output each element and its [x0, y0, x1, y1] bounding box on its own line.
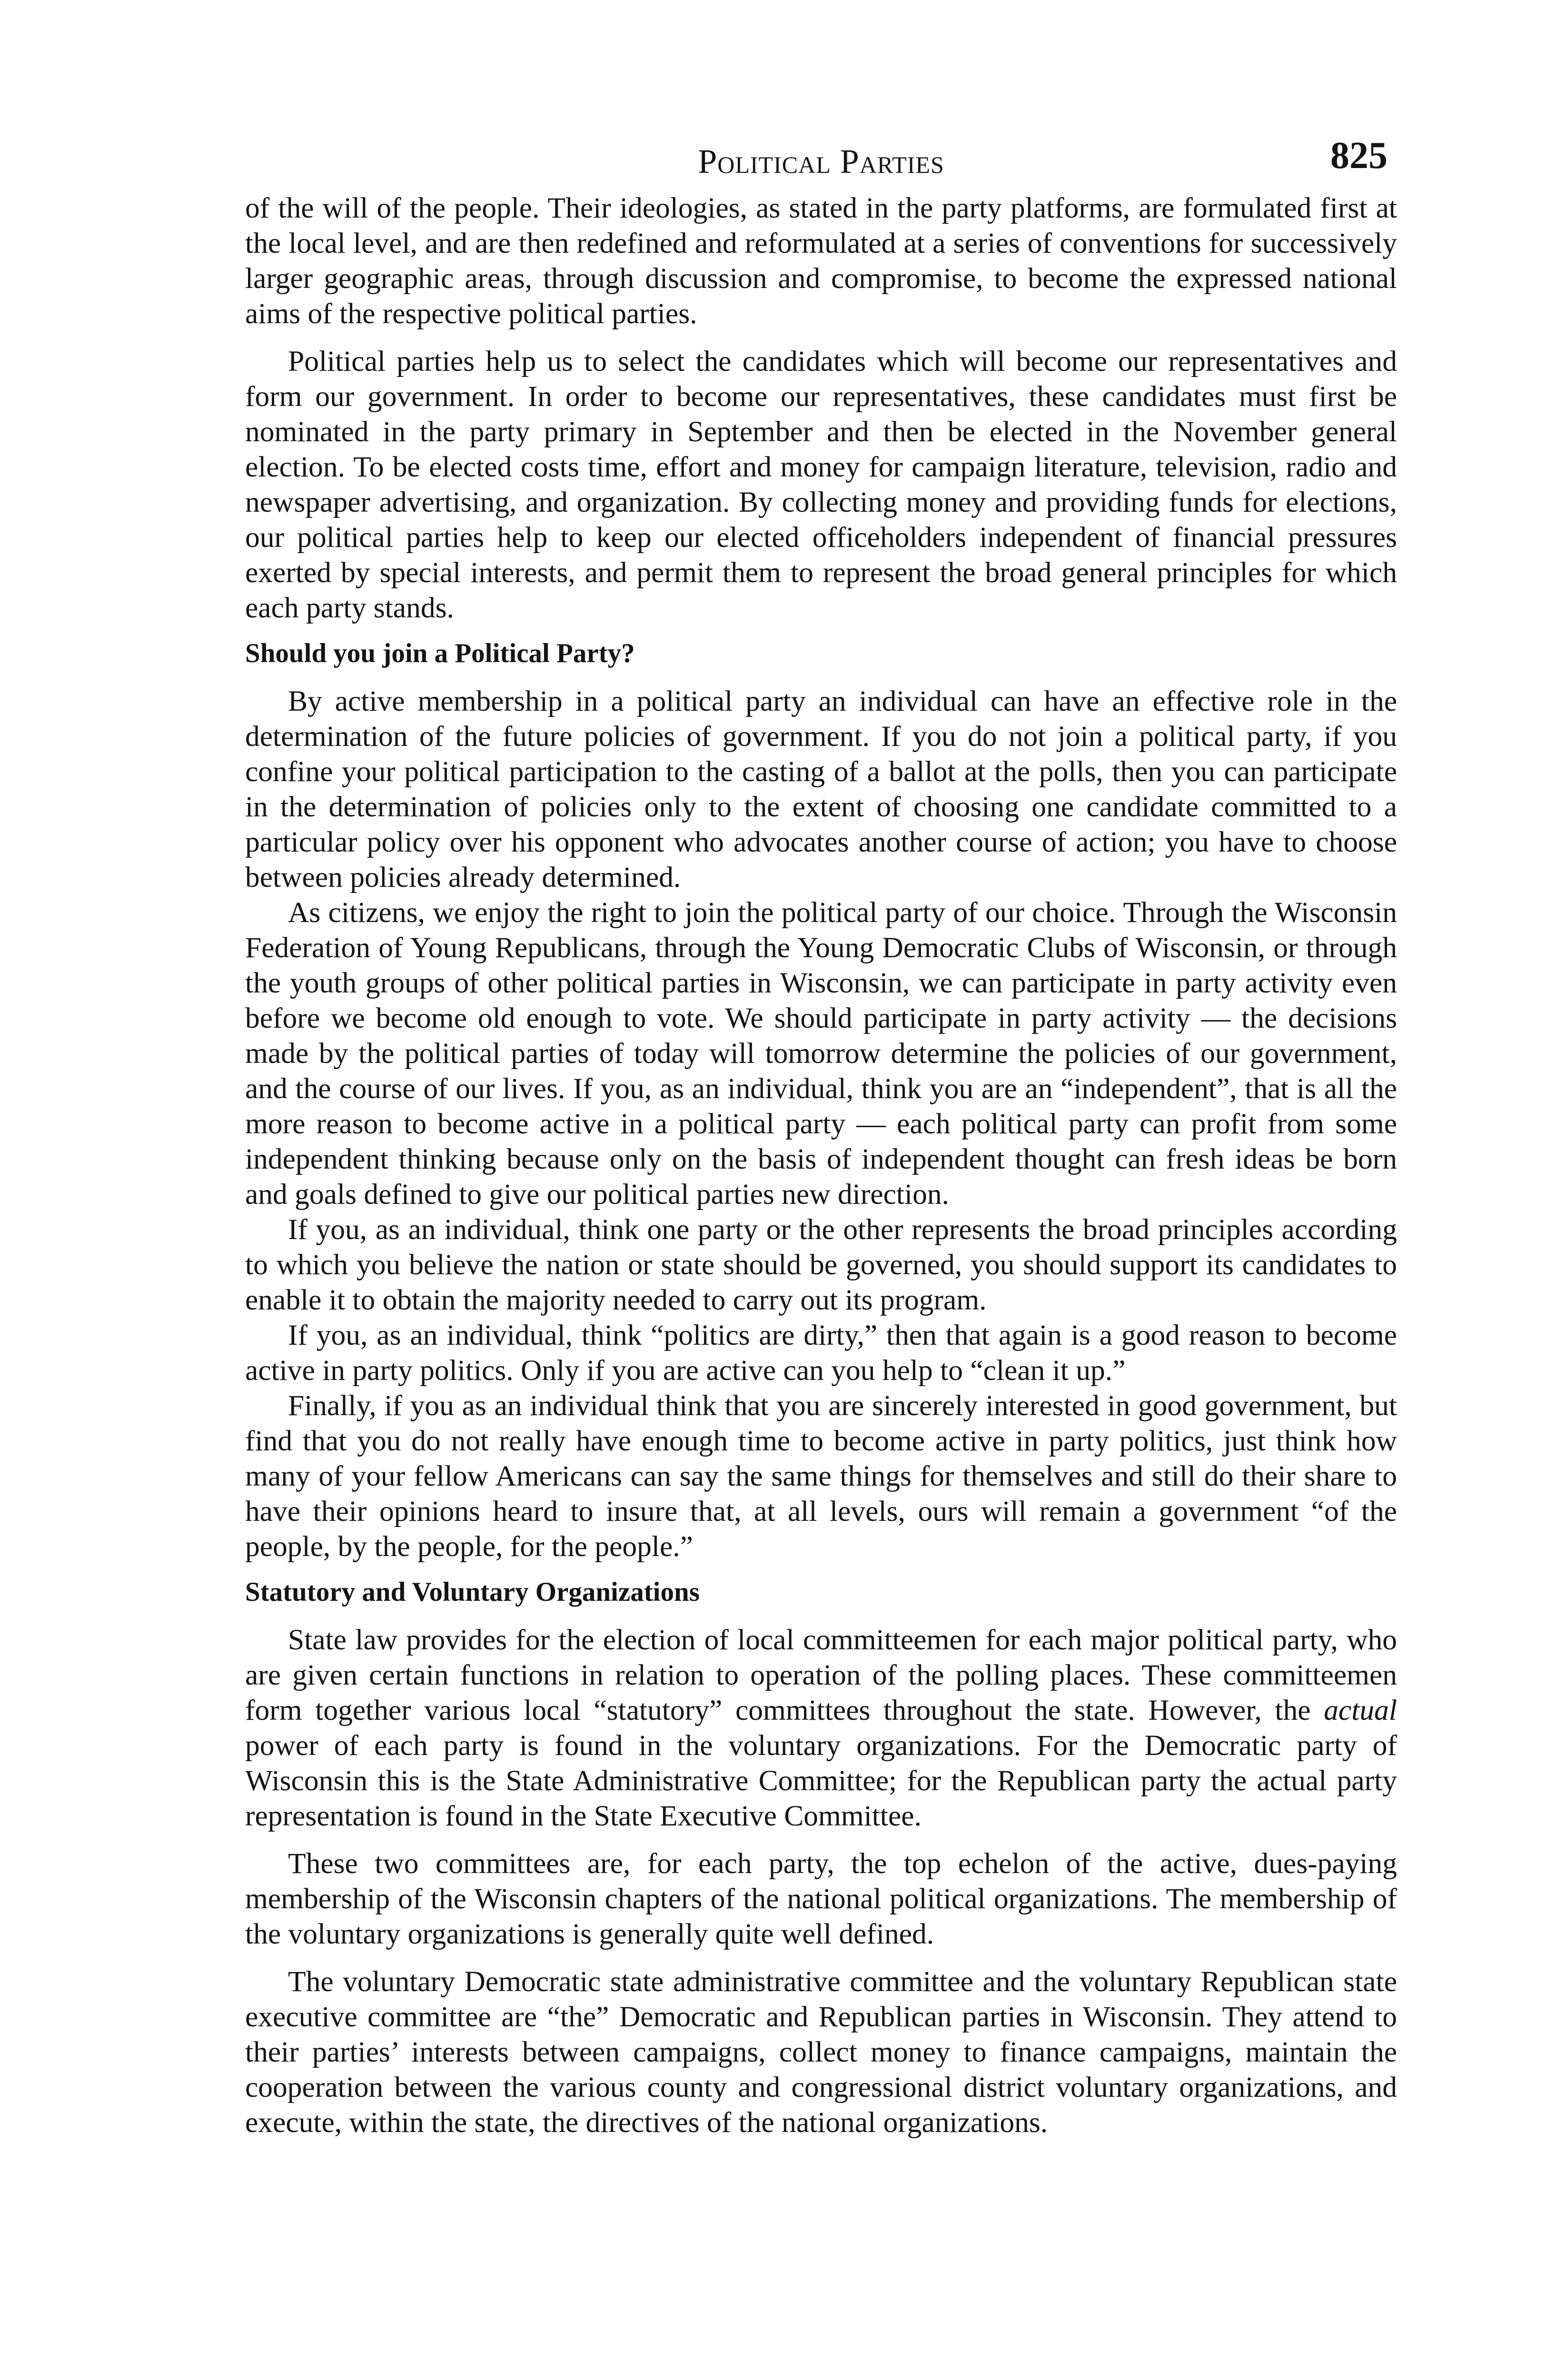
paragraph-politics-dirty: If you, as an individual, think “politics are dirty,” then that again is a good reason to become active in party politics. Only if you are active can you help to “clean it up.”	[245, 1319, 1397, 1387]
paragraph-state-law	[245, 1622, 1397, 1834]
paragraph-support-candidates: If you, as an individual, think one party or the other represents the broad principles according to which you believe the nation or state should be governed, you should support its candidates to enable it to obtain the majority needed to carry out its program.	[245, 1213, 1397, 1316]
heading-statutory-voluntary: Statutory and Voluntary Organizations	[245, 1577, 700, 1607]
document-page	[245, 129, 1397, 2140]
paragraph-as-citizens: As citizens, we enjoy the right to join the political party of our choice. Through the Wisconsin Federation of Young Republicans, through the Young Democratic Clubs of Wisconsin, or through the youth groups of other political parties in Wisconsin, we can participate in party activity even before we become old enough to vote. We should participate in party activity — the decisions made by the political parties of today will tomorrow determine the policies of our government, and the course of our lives. If you, as an individual, think you are an “independent”, that is all the more reason to become active in a political party — each political party can profit from some independent thinking because only on the basis of independent thought can fresh ideas be born and goals defined to give our political parties new direction.	[245, 896, 1397, 1210]
paragraph-candidates: Political parties help us to select the candidates which will become our representatives and form our government. In order to become our representatives, these candidates must first be nominated in the party primary in September and then be elected in the November general election. To be elected costs time, effort and money for campaign literature, television, radio and newspaper advertising, and organization. By collecting money and providing funds for elections, our political parties help to keep our elected officeholders independent of financial pressures exerted by special interests, and permit them to represent the broad general principles for which each party stands.	[245, 345, 1397, 624]
paragraph-continuation: of the will of the people. Their ideologies, as stated in the party platforms, are formulated first at the local level, and are then redefined and reformulated at a series of conventions for successively larger geographic areas, through discussion and compromise, to become the expressed national aims of the respective political parties.	[245, 192, 1397, 330]
paragraph-finally: Finally, if you as an individual think that you are sincerely interested in good government, but find that you do not really have enough time to become active in party politics, just think how many of your fellow Americans can say the same things for themselves and still do their share to have their opinions heard to insure that, at all levels, ours will remain a government “of the people, by the people, for the people.”	[245, 1389, 1397, 1563]
paragraph-active-membership: By active membership in a political party an individual can have an effective role in the determination of the future policies of government. If you do not join a political party, if you confine your political participation to the casting of a ballot at the polls, then you can participate in the determination of policies only to the extent of choosing one candidate committed to a particular policy over his opponent who advocates another course of action; you have to choose between policies already determined.	[245, 685, 1397, 893]
running-title: Political Parties	[698, 142, 944, 180]
article-body	[245, 190, 1397, 2140]
emphasis-actual: actual	[1324, 1694, 1397, 1726]
heading-should-you-join: Should you join a Political Party?	[245, 638, 635, 668]
paragraph-state-law-part-2: power of each party is found in the voluntary organizations. For the Democratic party of Wisconsin this is the State Administrative Committee; for the Republican party the actual party representation is found in the State Executive Committee.	[245, 1729, 1397, 1832]
page-number: 825	[1330, 135, 1387, 177]
paragraph-two-committees: These two committees are, for each party, the top echelon of the active, dues-paying membership of the Wisconsin chapters of the national political organizations. The membership of the voluntary organizations is generally quite well defined.	[245, 1847, 1397, 1950]
paragraph-voluntary-committees: The voluntary Democratic state administrative committee and the voluntary Republican state executive committee are “the” Democratic and Republican parties in Wisconsin. They attend to their parties’ interests between campaigns, collect money to finance campaigns, maintain the cooperation between the various county and congressional district voluntary organizations, and execute, within the state, the directives of the national organizations.	[245, 1965, 1397, 2139]
running-head	[245, 129, 1397, 190]
paragraph-state-law-part-1: State law provides for the election of local committeemen for each major political party, who are given certain functions in relation to operation of the polling places. These committeemen form together various local “statutory” committees throughout the state. However, the	[245, 1624, 1397, 1726]
